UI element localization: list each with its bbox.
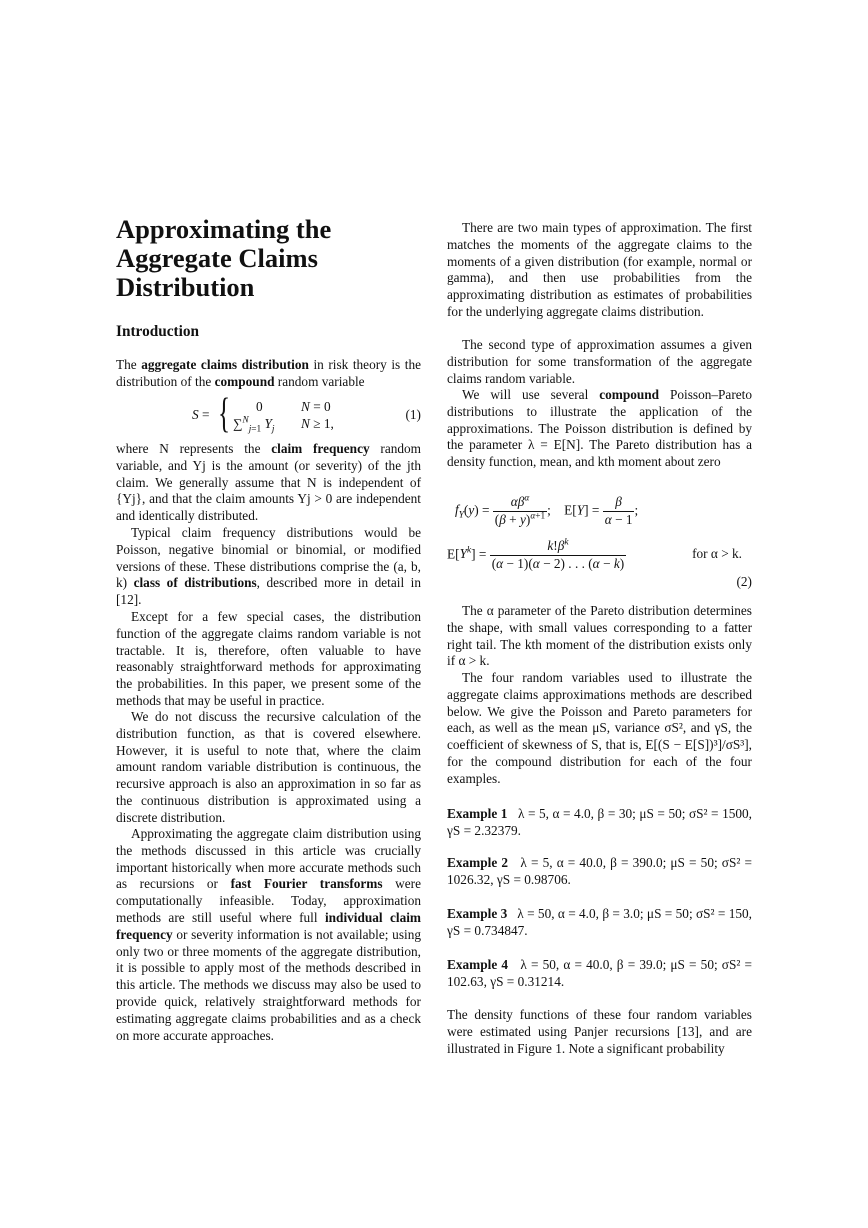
paragraph-special-cases: Except for a few special cases, the distribution function of the aggregate claims random variable is not tractable. It is, therefore, often valuable to have reasonably straightforward methods for approximating the probabilities. In this paper, we present some of the methods that may be useful in practice. xyxy=(116,609,421,708)
paragraph-intro: The aggregate claims distribution in risk theory is the distribution of the compound random variable xyxy=(116,357,422,389)
example-4: Example 4 λ = 50, α = 40.0, β = 39.0; μS = 50; σS² = 102.63, γS = 0.31214. xyxy=(447,957,752,989)
equation-1-number: (1) xyxy=(405,407,421,422)
article-title: Approximating the Aggregate Claims Distribution xyxy=(116,214,332,302)
equation-1: S = { 0 N = 0 ∑$^N_{j=1}$ $Y_j$ N ≥ 1, (1) xyxy=(192,391,421,437)
paragraph-frequency-distributions: Typical claim frequency distributions would be Poisson, negative binomial or binomial, or modified versions of these. These distributions comprise the (a, b, k) class of distributions, described more in detail in [12]. xyxy=(116,525,421,608)
paragraph-second-type: The second type of approximation assumes a given distribution for some transformation of the aggregate claims random variable. xyxy=(447,337,752,386)
section-heading-introduction: Introduction xyxy=(116,323,200,340)
paragraph-density-functions: The density functions of these four random variables were estimated using Panjer recursions [13], and are illustrated in Figure 1. Note a significant probability xyxy=(447,1007,752,1056)
paragraph-claim-frequency: where N represents the claim frequency random variable, and Yj is the amount (or severity) of the jth claim. We generally assume that N is independent of {Yj}, and that the claim amounts Yj > 0 are independent and identically distributed. xyxy=(116,441,422,524)
equation-2-number: (2) xyxy=(736,574,752,589)
paragraph-poisson-pareto: We will use several compound Poisson–Pareto distributions to illustrate the application of the approximations. The Poisson distribution is defined by the parameter λ = E[N]. The Pareto distribution has a density function, mean, and kth moment about zero xyxy=(447,387,753,470)
example-3: Example 3 λ = 50, α = 4.0, β = 3.0; μS = 50; σS² = 150, γS = 0.734847. xyxy=(447,906,752,938)
paragraph-history: Approximating the aggregate claim distribution using the methods discussed in this article was crucially important historically when more accurate methods such as recursions or fast Fourier transforms were computationally infeasible. Today, approximation methods are still useful where full individual claim frequency or severity information is not available; using only two or three moments of the aggregate distribution, it is possible to apply most of the methods described in this article. The methods we discuss may also be used to provide quick, relatively straightforward methods for estimating aggregate claims probabilities and as a check on more accurate approaches. xyxy=(116,826,421,1043)
example-1: Example 1 λ = 5, α = 4.0, β = 30; μS = 50; σS² = 1500, γS = 2.32379. xyxy=(447,806,752,838)
paragraph-recursive: We do not discuss the recursive calculation of the distribution function, as that is covered elsewhere. However, it is useful to note that, where the claim amount random variable distribution is continuous, the recursive approach is also an approximation in so far as the continuous distribution is approximated using a discrete distribution. xyxy=(116,709,421,825)
paragraph-alpha-parameter: The α parameter of the Pareto distribution determines the shape, with small values corresponding to a fatter right tail. The kth moment of the distribution exists only if α > k. xyxy=(447,603,752,669)
paragraph-approx-types: There are two main types of approximation. The first matches the moments of the aggregate claims to the moments of a given distribution (for example, normal or gamma), and then use probabilities from the approximating distribution as estimates of probabilities for the underlying aggregate claims distribution. xyxy=(447,220,752,319)
paragraph-four-variables: The four random variables used to illustrate the aggregate claims approximations methods are described below. We give the Poisson and Pareto parameters for each, as well as the mean μS, variance σS², and γS, the coefficient of skewness of S, that is, E[(S − E[S])³]/σS³], for the compound distribution for each of the four examples. xyxy=(447,670,752,786)
example-2: Example 2 λ = 5, α = 40.0, β = 390.0; μS = 50; σS² = 1026.32, γS = 0.98706. xyxy=(447,855,752,887)
equation-2: $f_Y(y)$ = $\frac{\alpha\beta^\alpha}{(\beta + y)^{\alpha+1}}$ ; E[Y] = $\frac{\beta}{\alpha - 1}$ ; $E[Y^k]$ = $\frac{k!\beta^k}{(\alpha - 1)(\alpha - 2) . . . (\alpha - k)}$ for α > k. (2) xyxy=(447,493,752,589)
equation-2-condition: for α > k. xyxy=(692,546,742,561)
